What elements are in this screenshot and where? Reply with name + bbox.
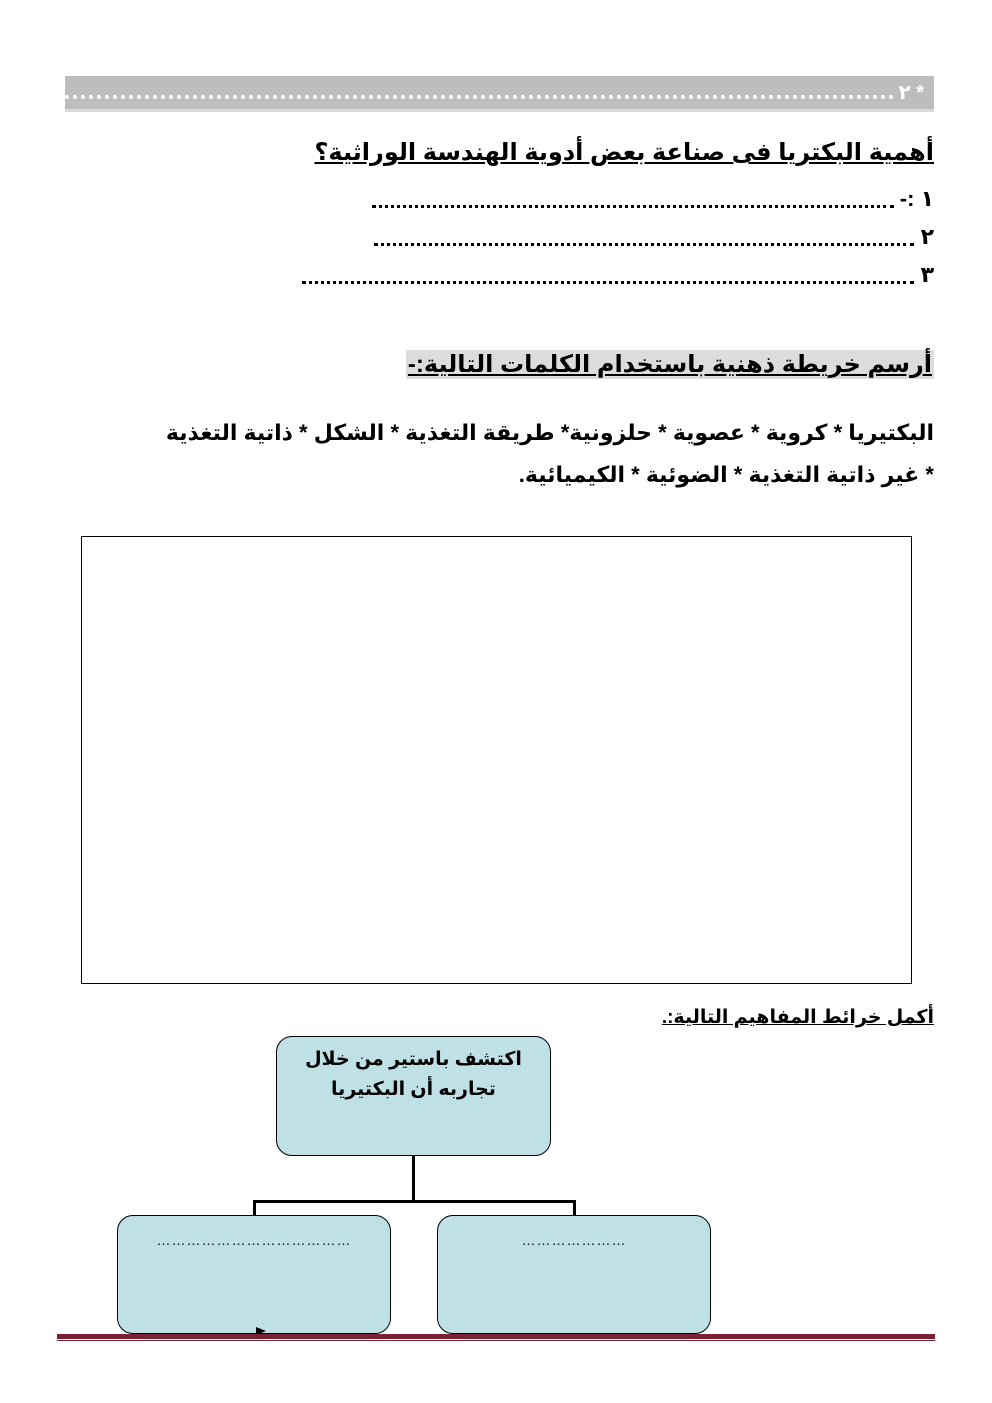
mind-map-words-line2: * غير ذاتية التغذية * الضوئية * الكيميائية. [518, 462, 934, 487]
connector-vertical-main [412, 1156, 415, 1202]
concept-right-dots: ………………… [521, 1232, 627, 1248]
mind-map-title: أرسم خريطة ذهنية باستخدام الكلمات التالية:- [407, 351, 932, 378]
answer-label-2: ٢ [920, 224, 934, 249]
answer-line-3[interactable] [302, 262, 934, 288]
footer-rule [57, 1334, 935, 1339]
answer-line-2[interactable] [374, 224, 934, 250]
connector-right-drop [573, 1200, 576, 1215]
concept-right-box[interactable] [437, 1215, 711, 1334]
connector-horizontal [253, 1200, 576, 1203]
answer-dots-3 [302, 269, 914, 284]
answer-line-1[interactable] [372, 186, 934, 212]
mind-map-words [60, 412, 934, 496]
answer-dots-1 [372, 193, 894, 208]
page-header-band [65, 76, 934, 112]
concept-map-title: أكمل خرائط المفاهيم التالية:. [661, 1007, 934, 1028]
connector-left-drop [253, 1200, 256, 1215]
concept-left-dots: ………………………………… [156, 1232, 352, 1248]
concept-left-box[interactable] [117, 1215, 391, 1334]
concept-top-line2: تجاربه أن البكتيريا [331, 1079, 496, 1100]
answer-label-1: ١ :- [899, 186, 934, 211]
mind-map-drawing-area[interactable] [81, 536, 912, 984]
concept-top-line1: اكتشف باستير من خلال [305, 1049, 522, 1070]
answer-dots-2 [374, 231, 914, 246]
footer-rule-thin [57, 1340, 935, 1341]
mind-map-words-line1: البكتيريا * كروية * عصوية * حلزونية* طريقة التغذية * الشكل * ذاتية التغذية [165, 420, 934, 445]
answer-label-3: ٣ [920, 262, 934, 287]
page-number: ٢ * [898, 82, 924, 104]
question-title: أهمية البكتريا فى صناعة بعض أدوية الهندسة الوراثية؟ [314, 139, 934, 166]
header-dotted-line [65, 95, 894, 99]
concept-top-box [276, 1036, 551, 1156]
